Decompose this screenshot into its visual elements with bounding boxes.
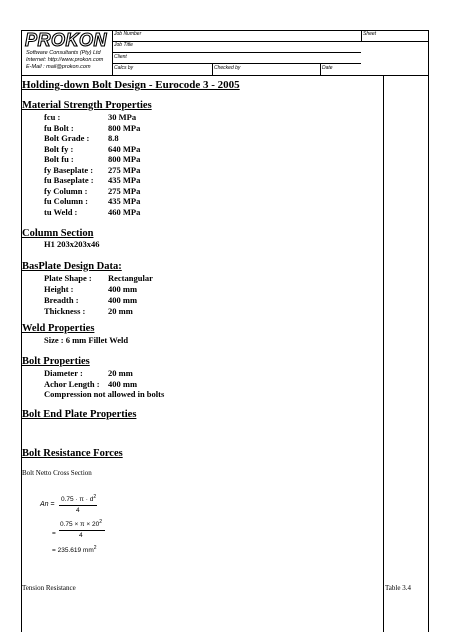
formula-result: = 235.619 $mm^2$	[52, 545, 97, 555]
material-label: fy Column :	[44, 185, 88, 196]
formula-lhs	[40, 501, 55, 508]
baseplate-heading: BasPlate Design Data:	[22, 261, 122, 272]
svg-text:PROKON: PROKON	[25, 30, 108, 50]
table-reference: Table 3.4	[385, 584, 411, 592]
header-bottom-border	[21, 75, 428, 76]
material-label: fu Baseplate :	[44, 175, 94, 185]
material-value: 275 MPa	[108, 164, 141, 175]
bolt-row	[44, 379, 137, 389]
material-row	[44, 154, 140, 164]
formula-denominator-2: 4	[79, 532, 83, 539]
baseplate-row	[44, 295, 137, 305]
header-row-line-2	[112, 52, 361, 53]
page-title: Holding-down Bolt Design - Eurocode 3 - 2005	[22, 79, 240, 91]
baseplate-row	[44, 273, 153, 283]
date-label: Date	[322, 65, 333, 71]
material-label: Bolt fy :	[44, 143, 74, 154]
material-row	[44, 165, 140, 175]
material-value: 460 MPa	[108, 206, 141, 217]
baseplate-value: 20 mm	[108, 306, 133, 316]
material-row	[44, 144, 140, 154]
job-title-label: Job Title	[114, 42, 133, 48]
prokon-logo	[24, 30, 110, 50]
bolt-netto-label: Bolt Netto Cross Section	[22, 469, 92, 477]
formula-fraction-bar-1	[59, 505, 97, 506]
weld-size-value: Size : 6 mm Fillet Weld	[44, 335, 129, 345]
baseplate-label: Plate Shape :	[44, 273, 92, 283]
header-divider-date	[320, 63, 321, 75]
material-row	[44, 133, 119, 143]
material-value: 800 MPa	[108, 122, 141, 133]
material-label: fu Column :	[44, 196, 88, 206]
bolt-properties-heading: Bolt Properties	[22, 356, 90, 367]
material-value: 800 MPa	[108, 154, 141, 164]
bolt-end-plate-heading: Bolt End Plate Properties	[22, 409, 137, 420]
bolt-label: Diameter :	[44, 368, 83, 378]
header-row-line-1	[112, 41, 428, 42]
formula-numerator-2: $0.75 \times \pi \times 20^2$	[60, 519, 102, 529]
material-value: 435 MPa	[108, 196, 141, 206]
bolt-value: 20 mm	[108, 368, 133, 378]
company-name: Software Consultants (Pty) Ltd	[26, 50, 101, 56]
formula-equals: =	[50, 501, 55, 508]
bolt-row	[44, 368, 133, 378]
header-row-line-3	[112, 63, 361, 64]
baseplate-label: Height :	[44, 284, 74, 294]
column-section-value: H1 203x203x46	[44, 239, 100, 249]
baseplate-value: Rectangular	[108, 273, 153, 283]
header-divider-checked	[212, 63, 213, 75]
material-label: tu Weld :	[44, 206, 78, 217]
material-label: fy Baseplate :	[44, 164, 94, 175]
checked-by-label: Checked by	[214, 65, 241, 71]
material-row	[44, 186, 140, 196]
page-reference-column-border	[383, 75, 384, 632]
material-label: Bolt fu :	[44, 154, 74, 164]
bolt-resistance-heading: Bolt Resistance Forces	[22, 448, 123, 459]
company-internet: Internet: http://www.prokon.com	[26, 57, 104, 63]
material-heading: Material Strength Properties	[22, 100, 152, 111]
bolt-value: 400 mm	[108, 379, 138, 389]
bolt-compression-note: Compression not allowed in bolts	[44, 389, 165, 399]
material-row	[44, 112, 136, 122]
material-value: 640 MPa	[108, 143, 141, 154]
sheet-label: Sheet	[363, 31, 377, 37]
material-label: fu Bolt :	[44, 122, 74, 133]
baseplate-row	[44, 306, 133, 316]
material-row	[44, 123, 140, 133]
material-row	[44, 196, 140, 206]
company-email: E-Mail : mail@prokon.com	[26, 64, 91, 70]
header-divider-sheet	[361, 30, 362, 41]
page-right-border	[428, 30, 429, 632]
material-row	[44, 207, 140, 217]
weld-heading: Weld Properties	[22, 323, 95, 334]
calcs-by-label: Calcs by	[114, 65, 134, 71]
material-row	[44, 175, 140, 185]
material-value: 435 MPa	[108, 175, 141, 185]
material-label: Bolt Grade :	[44, 133, 90, 143]
formula-numerator-1: $0.75 \cdot \pi \cdot d^2$	[61, 494, 97, 504]
baseplate-label: Thickness :	[44, 306, 86, 316]
bolt-label: Achor Length :	[44, 379, 100, 389]
formula-fraction-bar-2	[59, 530, 105, 531]
material-value: 30 MPa	[108, 112, 137, 122]
material-label: fcu :	[44, 112, 61, 122]
formula-equals-2: =	[52, 530, 56, 537]
formula-denominator-1: 4	[76, 507, 80, 514]
baseplate-row	[44, 284, 137, 294]
header-divider-logo	[112, 30, 113, 75]
formula-an: An	[40, 501, 49, 508]
job-number-label: Job Number	[114, 31, 142, 37]
material-value: 275 MPa	[108, 185, 141, 196]
column-section-heading: Column Section	[22, 228, 94, 239]
tension-resistance-label: Tension Resistance	[22, 584, 76, 592]
material-value: 8.8	[108, 133, 119, 143]
baseplate-value: 400 mm	[108, 284, 138, 294]
baseplate-label: Breadth :	[44, 295, 79, 305]
client-label: Client	[114, 54, 127, 60]
baseplate-value: 400 mm	[108, 295, 138, 305]
